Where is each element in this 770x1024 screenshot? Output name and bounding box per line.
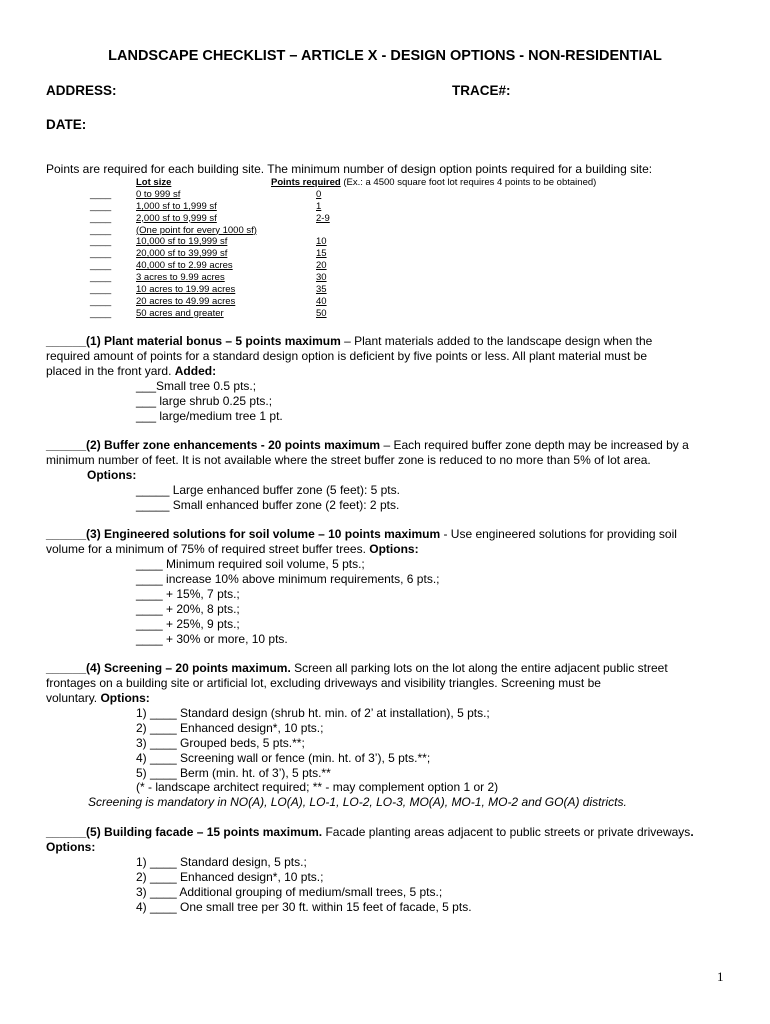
- section-5-heading: (5) Building facade – 15 points maximum.: [86, 825, 323, 839]
- section-5-options: Options:: [46, 840, 96, 854]
- lot-row-points: 10: [316, 236, 327, 248]
- section-3-item: ____ + 25%, 9 pts.;: [136, 617, 240, 631]
- section-3-item: ____ + 30% or more, 10 pts.: [136, 632, 288, 646]
- lot-row-blank: ____: [90, 260, 112, 272]
- lot-row-points: 2-9: [316, 212, 330, 224]
- points-required-label: Points required: [271, 177, 341, 188]
- section-4-text-1: Screen all parking lots on the lot along the entire adjacent public street: [290, 661, 668, 675]
- section-3-options: Options:: [369, 542, 419, 556]
- section-5-item: 1) ____ Standard design, 5 pts.;: [136, 855, 307, 869]
- section-1-line-3: [46, 364, 216, 379]
- page-number: 1: [717, 969, 724, 984]
- section-3-line-1: [46, 527, 677, 542]
- section-2-blank: ______: [46, 438, 87, 452]
- lot-row-size: 10,000 sf to 19,999 sf: [136, 236, 228, 248]
- lot-row-blank: ____: [90, 248, 112, 260]
- section-4-mandatory: Screening is mandatory in NO(A), LO(A), LO-1, LO-2, LO-3, MO(A), MO-1, MO-2 and GO(A) districts.: [88, 795, 627, 809]
- lot-row-size: 20,000 sf to 39,999 sf: [136, 248, 228, 260]
- section-5-text-1-end: .: [690, 825, 694, 839]
- section-1-heading: (1) Plant material bonus – 5 points maximum: [86, 334, 341, 348]
- section-1-added: Added:: [174, 364, 217, 378]
- section-3-heading: (3) Engineered solutions for soil volume: [86, 527, 315, 541]
- section-3-text-1: - Use engineered solutions for providing soil: [440, 527, 677, 541]
- section-3-item: ____ Minimum required soil volume, 5 pts.;: [136, 557, 365, 571]
- lot-row-size: 3 acres to 9.99 acres: [136, 271, 225, 283]
- section-1-item: ___ large/medium tree 1 pt.: [136, 409, 283, 423]
- lot-row-size: 50 acres and greater: [136, 307, 224, 319]
- section-3-item: ____ increase 10% above minimum requirements, 6 pts.;: [136, 572, 440, 586]
- section-5-item: 3) ____ Additional grouping of medium/small trees, 5 pts.;: [136, 885, 443, 899]
- lot-row-size: 0 to 999 sf: [136, 189, 181, 200]
- lot-row-blank: ____: [90, 212, 112, 224]
- lot-row-size: 1,000 sf to 1,999 sf: [136, 200, 217, 212]
- section-4-item: 5) ____ Berm (min. ht. of 3’), 5 pts.**: [136, 766, 331, 780]
- section-3-heading-2: – 10 points maximum: [314, 527, 441, 541]
- lot-row-points: 20: [316, 260, 327, 272]
- section-3-item: ____ + 15%, 7 pts.;: [136, 587, 240, 601]
- points-header: [271, 177, 596, 188]
- page-title: LANDSCAPE CHECKLIST – ARTICLE X - DESIGN OPTIONS - NON-RESIDENTIAL: [108, 48, 662, 64]
- lot-row-blank: ____: [90, 236, 112, 248]
- lot-row-blank: ____: [90, 224, 112, 236]
- section-5-item: 4) ____ One small tree per 30 ft. within 15 feet of facade, 5 pts.: [136, 900, 472, 914]
- address-label: ADDRESS:: [46, 83, 117, 98]
- section-4-options: Options:: [100, 691, 150, 705]
- lot-row-blank: ____: [90, 200, 112, 212]
- lot-row-size: (One point for every 1000 sf): [136, 224, 257, 236]
- lot-row-blank: ____: [90, 307, 112, 319]
- section-1-text-1: – Plant materials added to the landscape design when the: [340, 334, 653, 348]
- section-1-blank: ______: [46, 334, 87, 348]
- section-2-item: _____ Small enhanced buffer zone (2 feet): 2 pts.: [136, 498, 400, 512]
- section-4-item: 2) ____ Enhanced design*, 10 pts.;: [136, 721, 324, 735]
- section-2-line-1: [46, 438, 689, 453]
- section-4-item: 1) ____ Standard design (shrub ht. min. of 2’ at installation), 5 pts.;: [136, 706, 490, 720]
- section-4-text-2: frontages on a building site or artificial lot, excluding driveways and visibility triangles. Screening must be: [46, 676, 601, 690]
- section-3-item: ____ + 20%, 8 pts.;: [136, 602, 240, 616]
- section-2-text-2: minimum number of feet. It is not available where the street buffer zone is reduced to no more than 5% of lot area.: [46, 453, 651, 467]
- lot-row-points: 0: [316, 189, 322, 200]
- section-2-options: Options:: [87, 468, 137, 482]
- lot-row-blank: ____: [90, 295, 112, 307]
- section-3-line-2: [46, 542, 419, 557]
- section-4-line-3: [46, 691, 150, 706]
- intro-text: Points are required for each building site. The minimum number of design option points required for a building site:: [46, 162, 653, 176]
- section-5-line-1: [46, 825, 694, 840]
- trace-label: TRACE#:: [452, 83, 511, 98]
- section-1-text-2: required amount of points for a standard design option is deficient by five points or less. All plant material must be: [46, 349, 647, 363]
- lot-row-points: 1: [316, 200, 322, 212]
- section-5-blank: ______: [46, 825, 87, 839]
- section-1-item: ___ large shrub 0.25 pts.;: [136, 394, 273, 408]
- lot-row-size: 2,000 sf to 9,999 sf: [136, 212, 217, 224]
- section-1-item: ___Small tree 0.5 pts.;: [136, 379, 257, 393]
- lot-row-size: 40,000 sf to 2.99 acres: [136, 260, 233, 272]
- section-3-text-2: volume for a minimum of 75% of required street buffer trees.: [46, 542, 370, 556]
- section-4-blank: ______: [46, 661, 87, 675]
- section-4-item: 4) ____ Screening wall or fence (min. ht. of 3’), 5 pts.**;: [136, 751, 431, 765]
- section-2-item: _____ Large enhanced buffer zone (5 feet): 5 pts.: [136, 483, 400, 497]
- section-4-text-3: voluntary.: [46, 691, 101, 705]
- section-2-heading: (2) Buffer zone enhancements - 20 points maximum: [86, 438, 381, 452]
- lot-example-note: (Ex.: a 4500 square foot lot requires 4 points to be obtained): [343, 177, 597, 188]
- section-4-note: (* - landscape architect required; ** - may complement option 1 or 2): [136, 780, 499, 794]
- lot-row-points: 40: [316, 295, 327, 307]
- lot-row-size: 20 acres to 49.99 acres: [136, 295, 236, 307]
- lot-row-blank: ____: [90, 189, 112, 200]
- lot-row-points: 50: [316, 307, 327, 319]
- date-label: DATE:: [46, 117, 87, 132]
- section-4-heading: (4) Screening – 20 points maximum.: [86, 661, 291, 675]
- section-1-text-3: placed in the front yard.: [46, 364, 175, 378]
- lot-row-points: 30: [316, 271, 327, 283]
- section-2-text-1: – Each required buffer zone depth may be increased by a: [380, 438, 689, 452]
- lot-row-size: 10 acres to 19.99 acres: [136, 283, 236, 295]
- section-4-line-1: [46, 661, 668, 676]
- section-1-line-1: [46, 334, 652, 349]
- lot-row-blank: ____: [90, 271, 112, 283]
- section-5-text-1: Facade planting areas adjacent to public streets or private driveways: [322, 825, 691, 839]
- section-5-item: 2) ____ Enhanced design*, 10 pts.;: [136, 870, 324, 884]
- section-4-item: 3) ____ Grouped beds, 5 pts.**;: [136, 736, 305, 750]
- lot-row-points: 15: [316, 248, 327, 260]
- section-3-blank: ______: [46, 527, 87, 541]
- lot-row-points: 35: [316, 283, 327, 295]
- lot-row-blank: ____: [90, 283, 112, 295]
- lot-size-header: Lot size: [136, 177, 172, 188]
